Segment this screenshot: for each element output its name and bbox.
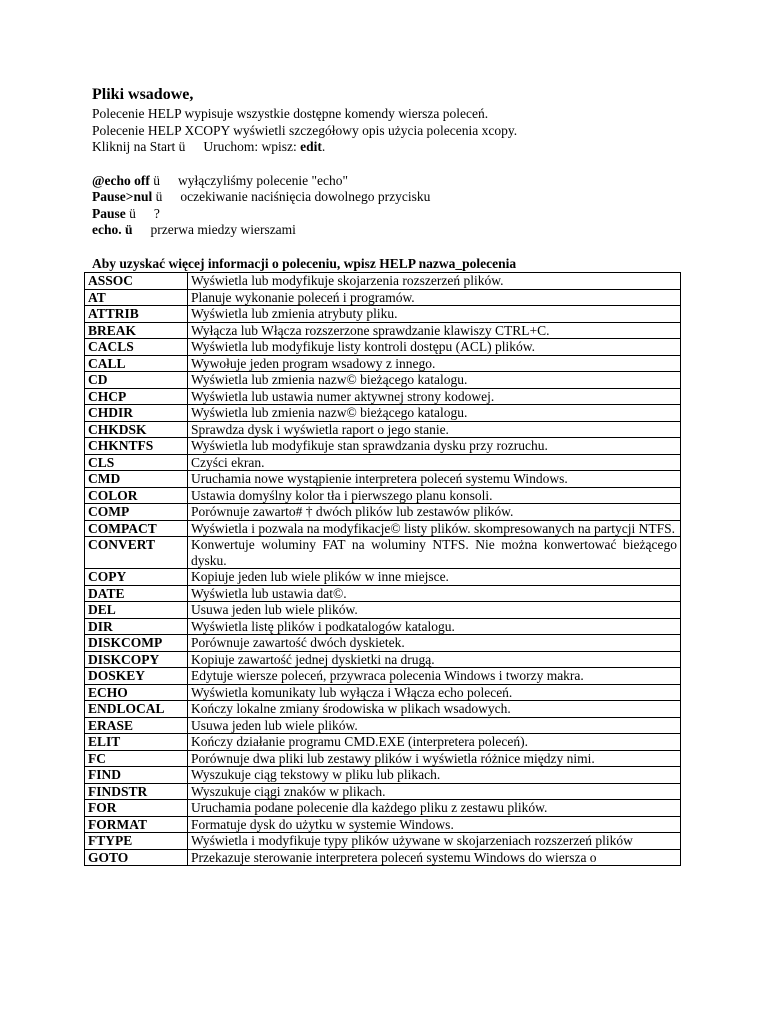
command-name: DIR <box>85 618 188 635</box>
table-row <box>85 750 681 767</box>
command-name: FORMAT <box>85 816 188 833</box>
batch-cmd: Pause>nul <box>92 189 153 204</box>
command-description: Czyści ekran. <box>188 454 681 471</box>
table-row <box>85 833 681 850</box>
command-description: Kopiuje jeden lub wiele plików w inne miejsce. <box>188 569 681 586</box>
table-row <box>85 273 681 290</box>
command-description: Konwertuje woluminy FAT na woluminy NTFS. Nie można konwertować bieżącego dysku. <box>188 537 681 569</box>
command-name: FINDSTR <box>85 783 188 800</box>
command-description: Wyświetla lub modyfikuje listy kontroli dostępu (ACL) plików. <box>188 339 681 356</box>
command-name: CHCP <box>85 388 188 405</box>
table-row <box>85 504 681 521</box>
command-description: Wyświetla lub ustawia dat©. <box>188 585 681 602</box>
batch-sep: ü <box>155 189 163 204</box>
start-bold: edit <box>300 139 322 154</box>
command-name: DOSKEY <box>85 668 188 685</box>
batch-desc: oczekiwanie naciśnięcia dowolnego przycisku <box>180 189 431 204</box>
table-row <box>85 651 681 668</box>
table-row <box>85 734 681 751</box>
table-row <box>85 339 681 356</box>
command-description: Usuwa jeden lub wiele plików. <box>188 717 681 734</box>
document-body <box>92 85 692 272</box>
command-description: Wyświetla komunikaty lub wyłącza i Włącza echo poleceń. <box>188 684 681 701</box>
command-description: Kończy działanie programu CMD.EXE (interpretera poleceń). <box>188 734 681 751</box>
command-name: FTYPE <box>85 833 188 850</box>
command-description: Wyświetla lub zmienia atrybuty pliku. <box>188 306 681 323</box>
table-row <box>85 471 681 488</box>
command-description: Porównuje zawarto# † dwóch plików lub zestawów plików. <box>188 504 681 521</box>
command-name: ERASE <box>85 717 188 734</box>
command-name: DATE <box>85 585 188 602</box>
command-description: Wyświetla lub ustawia numer aktywnej strony kodowej. <box>188 388 681 405</box>
commands-table <box>84 272 681 866</box>
command-name: DISKCOPY <box>85 651 188 668</box>
command-name: AT <box>85 289 188 306</box>
table-row <box>85 487 681 504</box>
batch-desc: przerwa miedzy wierszami <box>150 222 296 237</box>
table-row <box>85 537 681 569</box>
table-row <box>85 602 681 619</box>
table-row <box>85 454 681 471</box>
table-row <box>85 520 681 537</box>
table-row <box>85 618 681 635</box>
command-description: Wyświetla lub modyfikuje skojarzenia rozszerzeń plików. <box>188 273 681 290</box>
command-description: Kończy lokalne zmiany środowiska w plikach wsadowych. <box>188 701 681 718</box>
command-description: Wyłącza lub Włącza rozszerzone sprawdzanie klawiszy CTRL+C. <box>188 322 681 339</box>
batch-desc: ? <box>153 205 160 221</box>
table-row <box>85 388 681 405</box>
command-description: Kopiuje zawartość jednej dyskietki na drugą. <box>188 651 681 668</box>
batch-cmd: Pause <box>92 205 126 221</box>
command-description: Wyświetla lub zmienia nazw© bieżącego katalogu. <box>188 405 681 422</box>
table-row <box>85 355 681 372</box>
table-heading: Aby uzyskać więcej informacji o poleceniu, wpisz HELP nazwa_polecenia <box>92 255 517 271</box>
batch-line <box>92 189 692 206</box>
table-row <box>85 684 681 701</box>
batch-sep: ü <box>129 205 136 221</box>
start-suffix: . <box>321 139 326 154</box>
command-description: Wyszukuje ciąg tekstowy w pliku lub plikach. <box>188 767 681 784</box>
start-prefix: Kliknij na Start ü <box>92 139 186 154</box>
command-name: GOTO <box>85 849 188 866</box>
command-description: Wywołuje jeden program wsadowy z innego. <box>188 355 681 372</box>
command-name: ECHO <box>85 684 188 701</box>
table-row <box>85 438 681 455</box>
table-row <box>85 306 681 323</box>
command-description: Formatuje dysk do użytku w systemie Windows. <box>188 816 681 833</box>
table-row <box>85 405 681 422</box>
table-row <box>85 322 681 339</box>
command-name: CONVERT <box>85 537 188 569</box>
command-description: Ustawia domyślny kolor tła i pierwszego planu konsoli. <box>188 487 681 504</box>
command-name: CALL <box>85 355 188 372</box>
command-description: Uruchamia nowe wystąpienie interpretera poleceń systemu Windows. <box>188 471 681 488</box>
command-name: FIND <box>85 767 188 784</box>
batch-line <box>92 173 692 190</box>
batch-sep: ü <box>153 172 161 188</box>
intro-line-1: Polecenie HELP wypisuje wszystkie dostępne komendy wiersza poleceń. <box>92 106 489 121</box>
command-name: CHKDSK <box>85 421 188 438</box>
table-row <box>85 816 681 833</box>
command-name: ENDLOCAL <box>85 701 188 718</box>
command-name: COLOR <box>85 487 188 504</box>
command-name: ELIT <box>85 734 188 751</box>
command-description: Planuje wykonanie poleceń i programów. <box>188 289 681 306</box>
command-name: CMD <box>85 471 188 488</box>
command-description: Wyświetla i modyfikuje typy plików używane w skojarzeniach rozszerzeń plików <box>188 833 681 850</box>
table-row <box>85 800 681 817</box>
command-description: Wyświetla listę plików i podkatalogów katalogu. <box>188 618 681 635</box>
command-name: ASSOC <box>85 273 188 290</box>
table-row <box>85 635 681 652</box>
batch-desc: wyłączyliśmy polecenie "echo" <box>178 172 349 188</box>
command-name: CD <box>85 372 188 389</box>
table-row <box>85 421 681 438</box>
start-middle: Uruchom: wpisz: <box>203 139 297 154</box>
command-name: CHKNTFS <box>85 438 188 455</box>
table-row <box>85 767 681 784</box>
command-description: Uruchamia podane polecenie dla każdego pliku z zestawu plików. <box>188 800 681 817</box>
command-description: Wyświetla lub zmienia nazw© bieżącego katalogu. <box>188 372 681 389</box>
command-name: FOR <box>85 800 188 817</box>
command-description: Porównuje dwa pliki lub zestawy plików i wyświetla różnice między nimi. <box>188 750 681 767</box>
command-name: FC <box>85 750 188 767</box>
command-description: Wyświetla lub modyfikuje stan sprawdzania dysku przy rozruchu. <box>188 438 681 455</box>
start-instruction <box>92 139 692 156</box>
table-row <box>85 701 681 718</box>
page-title: Pliki wsadowe, <box>92 86 194 103</box>
batch-cmd: echo. ü <box>92 222 133 237</box>
command-name: DEL <box>85 602 188 619</box>
command-description: Usuwa jeden lub wiele plików. <box>188 602 681 619</box>
table-row <box>85 569 681 586</box>
table-row <box>85 668 681 685</box>
table-row <box>85 585 681 602</box>
table-row <box>85 717 681 734</box>
command-description: Wyszukuje ciągi znaków w plikach. <box>188 783 681 800</box>
command-name: BREAK <box>85 322 188 339</box>
batch-line <box>92 222 692 239</box>
table-row <box>85 289 681 306</box>
command-description: Przekazuje sterowanie interpretera poleceń systemu Windows do wiersza o <box>188 849 681 866</box>
command-name: COPY <box>85 569 188 586</box>
table-row <box>85 849 681 866</box>
command-name: CACLS <box>85 339 188 356</box>
table-row <box>85 783 681 800</box>
command-description: Porównuje zawartość dwóch dyskietek. <box>188 635 681 652</box>
command-description: Wyświetla i pozwala na modyfikacje© listy plików. skompresowanych na partycji NTFS. <box>188 520 681 537</box>
command-name: ATTRIB <box>85 306 188 323</box>
command-name: CHDIR <box>85 405 188 422</box>
command-name: CLS <box>85 454 188 471</box>
table-row <box>85 372 681 389</box>
command-name: COMPACT <box>85 520 188 537</box>
command-name: DISKCOMP <box>85 635 188 652</box>
command-description: Edytuje wiersze poleceń, przywraca polecenia Windows i tworzy makra. <box>188 668 681 685</box>
command-description: Sprawdza dysk i wyświetla raport o jego stanie. <box>188 421 681 438</box>
batch-cmd: @echo off <box>92 172 150 188</box>
batch-line <box>92 206 692 223</box>
command-name: COMP <box>85 504 188 521</box>
intro-line-2: Polecenie HELP XCOPY wyświetli szczegółowy opis użycia polecenia xcopy. <box>92 122 518 138</box>
